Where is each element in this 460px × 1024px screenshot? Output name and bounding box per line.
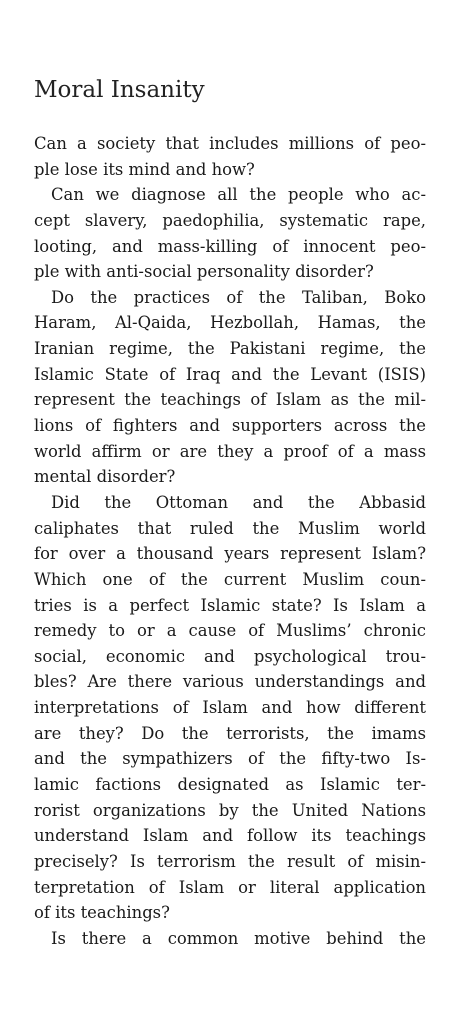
- text-line: Can a society that includes millions of peo-: [34, 134, 426, 153]
- paragraph: [34, 131, 426, 182]
- text-line: understand Islam and follow its teachings: [34, 826, 426, 846]
- text-line: Haram, Al-Qaida, Hezbollah, Hamas, the: [34, 313, 426, 333]
- text-line: lions of fighters and supporters across the: [34, 416, 426, 436]
- text-line: and the sympathizers of the fifty-two Is-: [34, 749, 426, 769]
- text-line: Which one of the current Muslim coun-: [34, 569, 426, 589]
- text-line: rorist organizations by the United Nations: [34, 800, 426, 820]
- text-line: looting, and mass-killing of innocent peo-: [34, 236, 426, 256]
- text-line: ple lose its mind and how?: [34, 159, 255, 179]
- paragraph: [34, 182, 426, 285]
- text-line: interpretations of Islam and how different: [34, 698, 426, 718]
- text-line: are they? Do the terrorists, the imams: [34, 723, 426, 743]
- paragraph: [34, 285, 426, 490]
- text-line: world affirm or are they a proof of a mass: [34, 441, 426, 461]
- text-line: remedy to or a cause of Muslims’ chronic: [34, 621, 426, 641]
- text-line: bles? Are there various understandings and: [34, 672, 426, 692]
- text-line: Islamic State of Iraq and the Levant (ISIS): [34, 364, 426, 384]
- text-line: cept slavery, paedophilia, systematic rape,: [34, 210, 426, 230]
- paragraph: [34, 490, 426, 926]
- text-line: social, economic and psychological trou-: [34, 646, 426, 666]
- paragraph: [34, 926, 426, 952]
- text-line: terpretation of Islam or literal application: [34, 877, 426, 897]
- chapter-title: Moral Insanity: [34, 77, 205, 103]
- text-line: represent the teachings of Islam as the mil-: [34, 390, 426, 410]
- text-line: Did the Ottoman and the Abbasid: [51, 492, 426, 512]
- text-line: ple with anti-social personality disorder?: [34, 262, 374, 282]
- text-line: tries is a perfect Islamic state? Is Islam a: [34, 595, 426, 615]
- text-line: mental disorder?: [34, 467, 176, 487]
- text-line: precisely? Is terrorism the result of misin-: [34, 851, 426, 871]
- text-line: Do the practices of the Taliban, Boko: [51, 287, 426, 307]
- text-line: Can we diagnose all the people who ac-: [51, 185, 426, 205]
- text-line: Iranian regime, the Pakistani regime, the: [34, 339, 426, 359]
- text-line: Is there a common motive behind the: [51, 928, 426, 948]
- text-line: caliphates that ruled the Muslim world: [34, 518, 426, 538]
- text-line: for over a thousand years represent Islam?: [34, 544, 426, 564]
- text-line: of its teachings?: [34, 903, 170, 923]
- text-line: lamic factions designated as Islamic ter-: [34, 775, 426, 795]
- body-text: [34, 131, 426, 952]
